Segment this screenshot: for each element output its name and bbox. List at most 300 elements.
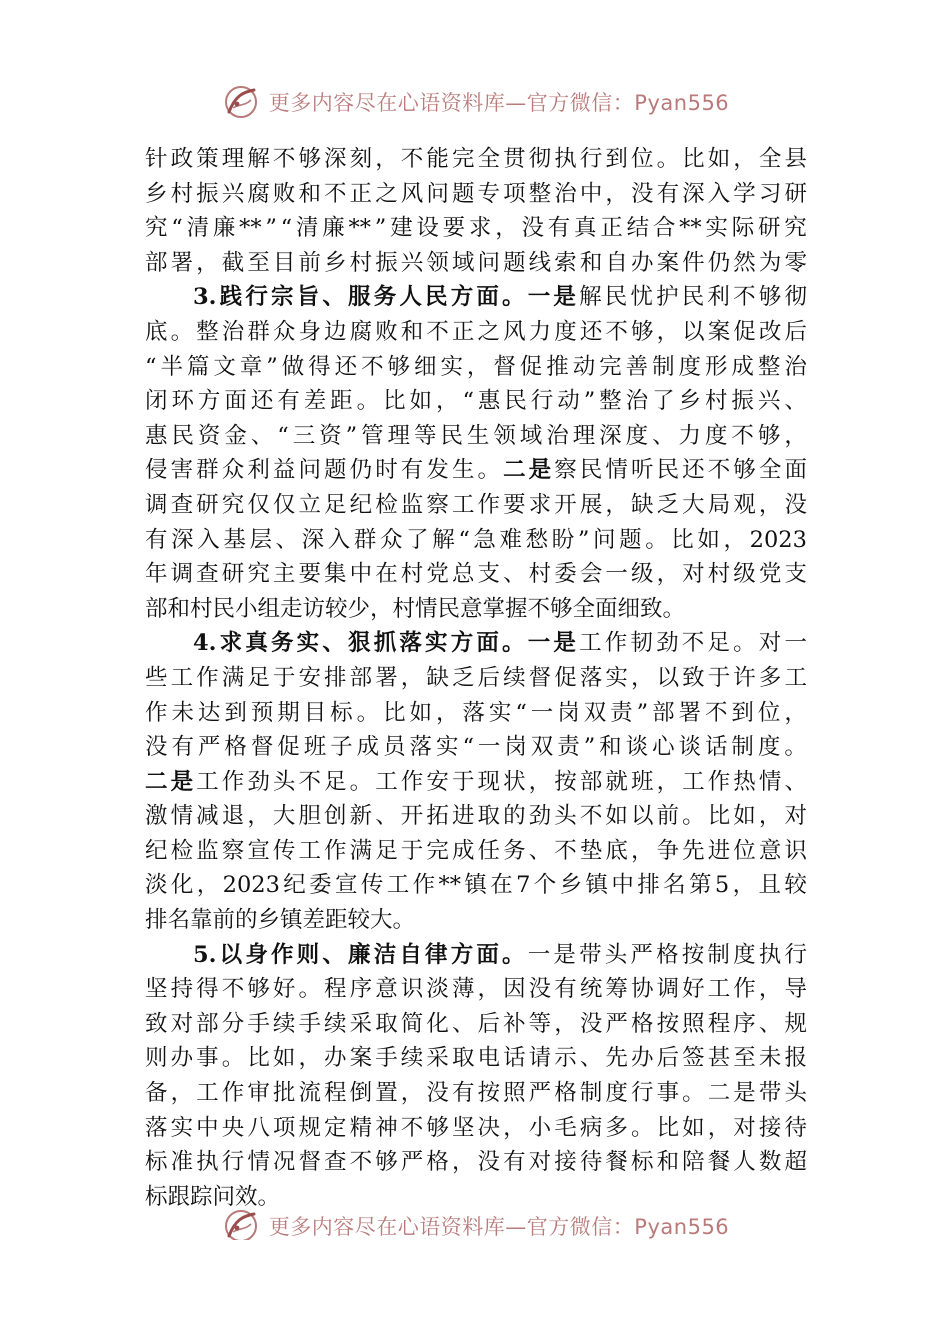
- body-char: 7: [516, 872, 531, 899]
- body-char: 于: [451, 768, 475, 795]
- body-char: 利: [247, 457, 270, 484]
- body-char: 村: [707, 561, 731, 588]
- body-char: 部: [579, 768, 603, 795]
- body-char: 刻: [349, 146, 373, 172]
- body-char: 度: [625, 422, 649, 449]
- body-char: 二: [707, 1080, 731, 1107]
- bold-heading-char: 。: [502, 284, 525, 311]
- body-char: 餐: [605, 1149, 628, 1176]
- footer-watermark-banner: [0, 1200, 950, 1240]
- body-char: 定: [324, 1114, 347, 1141]
- body-char: 整: [528, 180, 552, 207]
- body-char: 资: [319, 422, 342, 449]
- body-char: 和: [400, 318, 424, 345]
- body-char: 坚: [451, 1114, 475, 1141]
- body-char: 做: [281, 353, 305, 380]
- body-char: 作: [733, 976, 756, 1003]
- bold-heading-char: 、: [322, 284, 345, 311]
- body-char: 韧: [630, 630, 653, 657]
- body-char: 行: [530, 388, 554, 415]
- body-char: 时: [375, 457, 398, 484]
- body-char: 满: [349, 837, 373, 864]
- body-char: ，: [451, 1149, 475, 1176]
- body-char: 一: [477, 734, 501, 761]
- body-char: 理: [221, 146, 245, 172]
- body-char: 正: [349, 180, 373, 207]
- body-char: 工: [170, 664, 194, 691]
- body-char: ，: [503, 1114, 526, 1141]
- body-char: 严: [630, 941, 653, 968]
- body-char: 度: [733, 941, 756, 968]
- body-char: 际: [731, 215, 755, 242]
- body-char: 有: [554, 976, 577, 1003]
- body-char: 满: [221, 664, 245, 691]
- body-char: ，: [656, 318, 680, 345]
- body-char: 比: [707, 803, 731, 830]
- body-char: 振: [731, 388, 754, 415]
- body-char: 动: [572, 353, 596, 380]
- body-char: 倒: [349, 1080, 373, 1107]
- body-char: ，: [495, 215, 518, 242]
- text-line: [145, 488, 807, 523]
- body-char: 的: [503, 803, 526, 830]
- body-char: 则: [145, 1045, 168, 1072]
- body-char: 不: [733, 284, 756, 311]
- body-char: 级: [733, 561, 756, 588]
- body-char: 如: [605, 803, 628, 830]
- body-char: 工: [196, 1080, 219, 1107]
- body-char: 筹: [605, 976, 628, 1003]
- body-char: 序: [733, 1010, 756, 1037]
- body-char: 难: [499, 526, 523, 553]
- body-char: 带: [758, 1080, 782, 1107]
- body-char: 责: [557, 734, 580, 761]
- body-char: 行: [630, 1080, 654, 1107]
- body-char: 民: [440, 422, 463, 449]
- body-char: 村: [170, 180, 194, 207]
- body-char: 事: [656, 1080, 680, 1107]
- body-char: 双: [530, 734, 554, 761]
- body-char: 群: [353, 526, 377, 553]
- text-line: [145, 730, 807, 765]
- body-char: 足: [324, 768, 347, 795]
- body-char: 对: [784, 803, 807, 830]
- text-line: [145, 350, 807, 385]
- body-char: 促: [554, 664, 577, 691]
- body-char: 中: [196, 1114, 219, 1141]
- body-char: 班: [630, 768, 654, 795]
- body-char: ，: [605, 491, 628, 518]
- body-char: 进: [451, 803, 475, 830]
- body-char: 格: [656, 941, 679, 968]
- body-char: 作: [221, 768, 245, 795]
- body-char: 如: [272, 1045, 296, 1072]
- body-char: 2023: [222, 872, 280, 899]
- body-char: 任: [477, 837, 501, 864]
- body-char: 入: [327, 526, 351, 553]
- body-char: 乡: [559, 872, 583, 899]
- body-char: 村: [704, 388, 728, 415]
- body-char: 谈: [678, 734, 702, 761]
- bold-heading-char: 身: [245, 941, 268, 968]
- body-char: 按: [681, 941, 705, 968]
- body-char: 不: [400, 1114, 424, 1141]
- body-char: 劲: [528, 803, 552, 830]
- body-char: 有: [171, 734, 194, 761]
- body-char: 急: [473, 526, 496, 553]
- body-char: 众: [272, 318, 296, 345]
- body-char: 采: [349, 1010, 373, 1037]
- body-char: ，: [707, 1114, 731, 1141]
- body-char: **: [348, 215, 372, 242]
- text-line: [145, 903, 807, 938]
- body-char: 展: [579, 491, 603, 518]
- bold-heading-char: 以: [219, 941, 243, 968]
- body-char: 真: [574, 215, 597, 242]
- text-line: [145, 1041, 807, 1076]
- body-char: 项: [272, 1114, 296, 1141]
- body-char: 民: [604, 284, 628, 311]
- body-char: 行: [784, 941, 807, 968]
- body-char: 深: [682, 180, 705, 207]
- body-char: 如: [409, 388, 433, 415]
- bold-heading-char: 践: [219, 284, 243, 311]
- text-line: [145, 868, 807, 903]
- body-char: 章: [239, 353, 263, 380]
- body-char: 督: [493, 353, 516, 380]
- body-char: 调: [170, 561, 194, 588]
- bold-heading-char: 廉: [348, 941, 371, 968]
- body-char: 支: [784, 561, 807, 588]
- body-char: 不: [298, 768, 321, 795]
- body-char: “: [280, 215, 293, 242]
- body-char: 调: [656, 976, 680, 1003]
- body-char: ”: [265, 215, 277, 242]
- body-char: 不: [349, 1149, 373, 1176]
- body-char: 宣: [247, 837, 270, 864]
- body-char: 作: [412, 872, 436, 899]
- body-char: 不: [324, 180, 347, 207]
- text-line: [145, 246, 807, 281]
- body-char: 化: [170, 872, 194, 899]
- bold-heading-char: 5.: [193, 941, 217, 968]
- body-char: 彻: [784, 284, 807, 311]
- body-char: 带: [579, 941, 602, 968]
- body-char: 不: [681, 630, 705, 657]
- body-char: 开: [400, 803, 424, 830]
- body-char: 工: [451, 491, 475, 518]
- body-char: 还: [579, 318, 603, 345]
- text-line: [145, 211, 807, 246]
- body-char: 求: [468, 215, 492, 242]
- body-char: 审: [247, 1080, 270, 1107]
- body-char: 仍: [349, 457, 373, 484]
- body-char: 为: [758, 249, 782, 276]
- body-char: 热: [733, 768, 756, 795]
- body-char: 化: [426, 1010, 449, 1037]
- body-char: 标: [145, 1149, 168, 1176]
- body-char: 激: [145, 803, 168, 830]
- body-char: 第: [689, 872, 712, 899]
- body-char: 、: [652, 422, 675, 449]
- body-char: 不: [272, 146, 296, 172]
- text-line: [145, 557, 807, 592]
- body-char: 落: [462, 699, 485, 726]
- body-char: 正: [600, 215, 623, 242]
- body-char: 在: [375, 561, 398, 588]
- body-char: ，: [605, 180, 628, 207]
- body-char: 请: [528, 1045, 552, 1072]
- body-char: 面: [224, 388, 247, 415]
- body-char: 成: [451, 837, 475, 864]
- body-char: 问: [477, 249, 501, 276]
- body-char: 兴: [221, 180, 245, 207]
- body-char: 期: [277, 699, 300, 726]
- body-char: 大: [682, 491, 705, 518]
- body-char: ”: [345, 422, 358, 449]
- body-char: 照: [682, 1010, 705, 1037]
- body-char: 多: [758, 664, 782, 691]
- body-char: 、: [451, 1010, 475, 1037]
- body-char: **: [239, 215, 262, 242]
- body-char: 入: [197, 526, 220, 553]
- body-char: 。: [733, 630, 756, 657]
- bold-heading-char: 则: [296, 941, 320, 968]
- bold-heading-char: 自: [399, 941, 422, 968]
- body-char: 一: [605, 561, 628, 588]
- body-char: 垫: [579, 837, 603, 864]
- body-char: 监: [196, 837, 219, 864]
- body-char: 设: [416, 215, 439, 242]
- body-char: 不: [579, 803, 603, 830]
- bold-heading-char: 4.: [193, 630, 217, 657]
- body-char: 结: [626, 215, 650, 242]
- body-char: 问: [592, 526, 616, 553]
- body-char: 比: [682, 146, 705, 172]
- body-char: 协: [630, 976, 654, 1003]
- bold-heading-char: 是: [553, 284, 576, 311]
- body-char: 续: [400, 1045, 424, 1072]
- body-char: 兴: [400, 249, 424, 276]
- body-char: 严: [528, 1080, 552, 1107]
- body-char: 了: [406, 526, 429, 553]
- text-line: [145, 523, 807, 558]
- body-char: 项: [503, 180, 526, 207]
- text-line: [145, 419, 807, 454]
- body-char: 个: [533, 872, 557, 899]
- body-char: ，: [732, 872, 756, 899]
- body-char: 务: [503, 837, 526, 864]
- body-char: 观: [733, 491, 756, 518]
- body-char: 。: [356, 699, 380, 726]
- body-char: 工: [375, 768, 398, 795]
- body-char: 不: [426, 318, 449, 345]
- body-char: 惠: [477, 388, 501, 415]
- body-char: “: [458, 526, 470, 553]
- body-char: 得: [196, 976, 219, 1003]
- body-char: ，: [723, 526, 747, 553]
- body-char: 善: [625, 353, 649, 380]
- body-char: 准: [170, 1149, 194, 1176]
- body-char: 传: [360, 872, 384, 899]
- body-char: 有: [656, 180, 680, 207]
- body-char: 等: [528, 1010, 552, 1037]
- bold-heading-char: 宗: [271, 284, 294, 311]
- body-char: 如: [409, 699, 433, 726]
- body-char: 话: [503, 1045, 526, 1072]
- body-char: 比: [383, 388, 406, 415]
- body-char: 宣: [335, 872, 358, 899]
- body-char: 有: [145, 526, 168, 553]
- body-char: 有: [400, 457, 424, 484]
- bold-heading-char: 、: [322, 630, 345, 657]
- body-char: 甚: [707, 1045, 731, 1072]
- bold-heading-char: 一: [527, 630, 551, 657]
- body-char: 立: [298, 491, 321, 518]
- body-char: 实: [705, 215, 728, 242]
- body-char: 一: [784, 630, 807, 657]
- body-char: 退: [221, 803, 245, 830]
- body-char: 劲: [247, 768, 270, 795]
- body-char: 集: [324, 561, 347, 588]
- bold-heading-char: 作: [271, 941, 294, 968]
- bold-heading-char: 务: [271, 630, 294, 657]
- body-char: 研: [784, 180, 807, 207]
- body-char: 工: [784, 664, 807, 691]
- body-char: 廉: [212, 215, 236, 242]
- body-char: 签: [682, 1045, 705, 1072]
- body-char: 足: [707, 630, 730, 657]
- body-char: ，: [400, 1080, 424, 1107]
- body-char: 比: [383, 699, 406, 726]
- text-line: [145, 661, 807, 696]
- text-line: [145, 177, 807, 212]
- body-char: 深: [324, 146, 347, 172]
- bold-heading-char: 律: [425, 941, 448, 968]
- body-char: 了: [652, 388, 675, 415]
- body-char: 和: [599, 734, 622, 761]
- body-char: 手: [298, 1010, 321, 1037]
- body-char: 办: [324, 1045, 347, 1072]
- body-char: 够: [298, 146, 321, 172]
- body-char: 仅: [247, 491, 270, 518]
- body-char: 解: [247, 146, 270, 172]
- bold-heading-char: 务: [373, 284, 397, 311]
- body-char: 、: [250, 422, 274, 449]
- body-char: 大: [272, 803, 296, 830]
- body-char: 毛: [554, 1114, 577, 1141]
- body-char: 流: [298, 1080, 321, 1107]
- body-char: ，: [477, 976, 501, 1003]
- body-char: 成: [356, 734, 380, 761]
- body-char: 研: [196, 491, 219, 518]
- body-char: 案: [656, 249, 680, 276]
- body-char: 层: [249, 526, 272, 553]
- body-char: 没: [630, 180, 654, 207]
- text-line: [145, 834, 807, 869]
- body-char: 劲: [656, 630, 679, 657]
- body-char: 陪: [682, 1149, 705, 1176]
- body-char: 备: [145, 1080, 168, 1107]
- body-char: 动: [557, 388, 580, 415]
- body-char: 先: [682, 837, 705, 864]
- body-char: 监: [400, 491, 424, 518]
- body-char: 头: [554, 803, 577, 830]
- body-char: 文: [213, 353, 236, 380]
- body-char: 班: [303, 734, 327, 761]
- text-line: [145, 315, 807, 350]
- body-char: 取: [451, 1045, 475, 1072]
- body-char: 如: [682, 1114, 705, 1141]
- body-char: 。: [630, 1114, 654, 1141]
- body-char: 然: [733, 249, 756, 276]
- body-char: 按: [477, 1080, 501, 1107]
- body-char: ，: [528, 768, 552, 795]
- body-char: 策: [196, 146, 219, 172]
- body-char: 薄: [451, 976, 475, 1003]
- body-char: 较: [784, 872, 807, 899]
- body-char: 乡: [678, 388, 702, 415]
- body-char: 责: [610, 699, 633, 726]
- body-char: 之: [477, 318, 501, 345]
- body-char: 研: [221, 561, 245, 588]
- body-char: 仍: [707, 249, 731, 276]
- body-char: ”: [636, 699, 649, 726]
- body-char: 力: [678, 422, 702, 449]
- body-char: 是: [733, 1080, 756, 1107]
- text-line: [145, 280, 807, 315]
- body-char: 闭: [145, 388, 168, 415]
- text-line: [145, 799, 807, 834]
- body-char: 。: [645, 526, 668, 553]
- body-char: 题: [451, 180, 475, 207]
- bold-heading-char: 是: [170, 768, 194, 795]
- body-char: 员: [383, 734, 406, 761]
- body-char: 实: [170, 1114, 194, 1141]
- body-text: 部和村民小组走访较少，村情民意掌握不够全面细致。: [145, 595, 686, 622]
- body-char: **: [679, 215, 702, 242]
- text-line: [145, 1111, 807, 1146]
- body-char: 持: [170, 976, 194, 1003]
- body-char: 制: [652, 353, 675, 380]
- body-char: 听: [630, 457, 654, 484]
- body-char: 度: [704, 422, 728, 449]
- bold-heading-char: 民: [425, 284, 448, 311]
- body-char: 按: [656, 1010, 680, 1037]
- text-line: [145, 1145, 807, 1180]
- document-body: [145, 142, 807, 1214]
- body-char: 意: [375, 976, 398, 1003]
- body-char: 减: [196, 803, 219, 830]
- body-char: 规: [784, 1010, 807, 1037]
- body-char: 和: [656, 1149, 680, 1176]
- body-char: 细: [413, 353, 437, 380]
- body-char: ，: [298, 1045, 321, 1072]
- body-char: 害: [170, 457, 194, 484]
- body-char: 位: [733, 837, 756, 864]
- body-char: 进: [707, 837, 731, 864]
- body-char: 度: [554, 318, 577, 345]
- body-char: 部: [196, 1010, 219, 1037]
- body-char: 岗: [557, 699, 580, 726]
- watermark-text: 更多内容尽在心语资料库—官方微信：Pyan556: [268, 1215, 730, 1239]
- body-char: 三: [292, 422, 316, 449]
- body-char: 和: [579, 249, 603, 276]
- body-char: 办: [630, 1045, 654, 1072]
- body-char: 安: [298, 664, 321, 691]
- body-char: “: [171, 215, 183, 242]
- body-char: 、: [579, 1045, 603, 1072]
